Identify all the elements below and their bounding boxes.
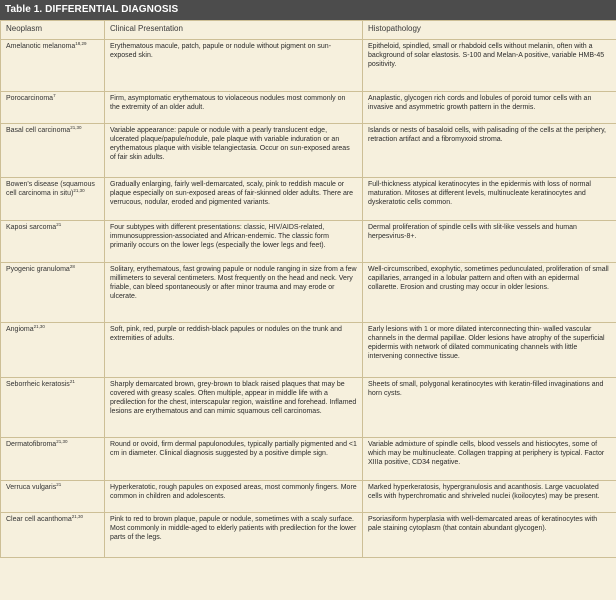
histo-cell: Islands or nests of basaloid cells, with palisading of the cells at the periphery, retraction artifact and a fibromyxoid stroma. bbox=[363, 124, 616, 178]
table-row bbox=[1, 438, 616, 481]
histo-cell: Early lesions with 1 or more dilated interconnecting thin- walled vascular channels in the dermal papillae. Older lesions have atrophy of the superficial epidermis with network of dilated communicating channels with little intervening connective tissue. bbox=[363, 323, 616, 378]
clinical-cell: Sharply demarcated brown, grey-brown to black raised plaques that may be covered with greasy scales. Often multiple, appear in middle life with a predilection for the chest, interscapular region, waistline and forehead. Inflamed lesions are erythematous and can mimic squamous cell carcinomas. bbox=[105, 378, 363, 438]
table-row bbox=[1, 178, 616, 221]
reference-superscript: 18,29 bbox=[75, 41, 87, 46]
table-row bbox=[1, 263, 616, 323]
histo-cell: Dermal proliferation of spindle cells with slit-like vessels and human herpesvirus-8+. bbox=[363, 221, 616, 263]
clinical-cell: Variable appearance: papule or nodule with a pearly translucent edge, ulcerated plaque/papule/nodule, pale plaque with variable induration or an erythematous plaque with visible telangiectasia. Occur on sun-exposed areas of fair skin adults. bbox=[105, 124, 363, 178]
table-row bbox=[1, 124, 616, 178]
histo-cell: Well-circumscribed, exophytic, sometimes pedunculated, proliferation of small capillaries, arranged in a lobular pattern and often with an epidermal collarette. Erosion and crusting may occur in older lesions. bbox=[363, 263, 616, 323]
clinical-cell: Solitary, erythematous, fast growing papule or nodule ranging in size from a few millimeters to several centimeters. Most frequently on the head and neck. Very friable, can bleed spontaneously or after minor trauma and may erode or ulcerate. bbox=[105, 263, 363, 323]
table-row bbox=[1, 378, 616, 438]
histo-cell: Psoriasiform hyperplasia with well-demarcated areas of keratinocytes with pale staining cytoplasm (that contain abundant glycogen). bbox=[363, 513, 616, 558]
neoplasm-name: Bowen's disease (squamous cell carcinoma in situ) bbox=[6, 181, 95, 197]
neoplasm-cell bbox=[1, 378, 105, 438]
neoplasm-name: Verruca vulgaris bbox=[6, 484, 57, 491]
header-clinical-presentation: Clinical Presentation bbox=[105, 21, 363, 40]
table-row bbox=[1, 323, 616, 378]
table-title: Table 1. DIFFERENTIAL DIAGNOSIS bbox=[0, 0, 616, 20]
table-row bbox=[1, 40, 616, 92]
histo-cell: Marked hyperkeratosis, hypergranulosis and acanthosis. Large vacuolated cells with hyperchromatic and shriveled nuclei (koilocytes) may be present. bbox=[363, 481, 616, 513]
neoplasm-cell bbox=[1, 178, 105, 221]
neoplasm-cell bbox=[1, 124, 105, 178]
clinical-cell: Four subtypes with different presentations: classic, HIV/AIDS-related, immunosuppression-associated and African-endemic. The classic form primarily occurs on the lower legs (especially the lower legs and feet). bbox=[105, 221, 363, 263]
neoplasm-name: Pyogenic granuloma bbox=[6, 266, 70, 273]
table-row bbox=[1, 513, 616, 558]
clinical-cell: Firm, asymptomatic erythematous to violaceous nodules most commonly on the extremity of an older adult. bbox=[105, 92, 363, 124]
clinical-cell: Pink to red to brown plaque, papule or nodule, sometimes with a scaly surface. Most commonly in middle-aged to elderly patients with predilection for the lower parts of the legs. bbox=[105, 513, 363, 558]
reference-superscript: 21,30 bbox=[56, 439, 68, 444]
neoplasm-name: Clear cell acanthoma bbox=[6, 516, 72, 523]
reference-superscript: 21,30 bbox=[33, 324, 45, 329]
neoplasm-cell bbox=[1, 40, 105, 92]
histo-cell: Anaplastic, glycogen rich cords and lobules of poroid tumor cells with an invasive and asymmetric growth pattern in the dermis. bbox=[363, 92, 616, 124]
neoplasm-name: Amelanotic melanoma bbox=[6, 43, 76, 50]
neoplasm-cell bbox=[1, 513, 105, 558]
clinical-cell: Erythematous macule, patch, papule or nodule without pigment on sun-exposed skin. bbox=[105, 40, 363, 92]
table-row bbox=[1, 481, 616, 513]
neoplasm-name: Basal cell carcinoma bbox=[6, 127, 71, 134]
histo-cell: Epitheloid, spindled, small or rhabdoid cells without melanin, often with a background of solar elastosis. S-100 and Melan-A positive, variable HMB-45 positivity. bbox=[363, 40, 616, 92]
neoplasm-name: Kaposi sarcoma bbox=[6, 224, 57, 231]
reference-superscript: 28 bbox=[69, 264, 75, 269]
header-neoplasm: Neoplasm bbox=[1, 21, 105, 40]
neoplasm-cell bbox=[1, 221, 105, 263]
histo-cell: Sheets of small, polygonal keratinocytes with keratin-filled invaginations and horn cysts. bbox=[363, 378, 616, 438]
differential-diagnosis-table bbox=[0, 20, 616, 558]
neoplasm-cell bbox=[1, 481, 105, 513]
histo-cell: Variable admixture of spindle cells, blood vessels and histiocytes, some of which may be multinucleate. Collagen trapping at periphery is typical. Factor XIIIa positive, CD34 negative. bbox=[363, 438, 616, 481]
clinical-cell: Round or ovoid, firm dermal papulonodules, typically partially pigmented and <1 cm in diameter. Clinical diagnosis suggested by a positive dimple sign. bbox=[105, 438, 363, 481]
histo-cell: Full-thickness atypical keratinocytes in the epidermis with loss of normal maturation. Mitoses at different levels, multinucleate keratinocytes and dyskeratotic cells common. bbox=[363, 178, 616, 221]
neoplasm-name: Porocarcinoma bbox=[6, 95, 54, 102]
header-histopathology: Histopathology bbox=[363, 21, 616, 40]
header-row bbox=[1, 21, 616, 40]
reference-superscript: 21,30 bbox=[71, 514, 84, 519]
neoplasm-name: Angioma bbox=[6, 326, 34, 333]
reference-superscript: 7 bbox=[53, 93, 56, 98]
neoplasm-name: Dermatofibroma bbox=[6, 441, 57, 448]
table-row bbox=[1, 221, 616, 263]
neoplasm-cell bbox=[1, 323, 105, 378]
neoplasm-cell bbox=[1, 263, 105, 323]
reference-superscript: 21 bbox=[56, 222, 62, 227]
reference-superscript: 21 bbox=[56, 482, 62, 487]
reference-superscript: 21,30 bbox=[70, 125, 82, 130]
clinical-cell: Gradually enlarging, fairly well-demarcated, scaly, pink to reddish macule or plaque especially on sun-exposed areas of fair-skinned older adults. There are verrucous, nodular, eroded and pigmented variants. bbox=[105, 178, 363, 221]
clinical-cell: Hyperkeratotic, rough papules on exposed areas, most commonly fingers. More common in children and adolescents. bbox=[105, 481, 363, 513]
table-row bbox=[1, 92, 616, 124]
neoplasm-cell bbox=[1, 438, 105, 481]
neoplasm-cell bbox=[1, 92, 105, 124]
neoplasm-name: Seborrheic keratosis bbox=[6, 381, 70, 388]
reference-superscript: 21,30 bbox=[73, 188, 85, 193]
clinical-cell: Soft, pink, red, purple or reddish-black papules or nodules on the trunk and extremities of adults. bbox=[105, 323, 363, 378]
reference-superscript: 21 bbox=[69, 379, 75, 384]
